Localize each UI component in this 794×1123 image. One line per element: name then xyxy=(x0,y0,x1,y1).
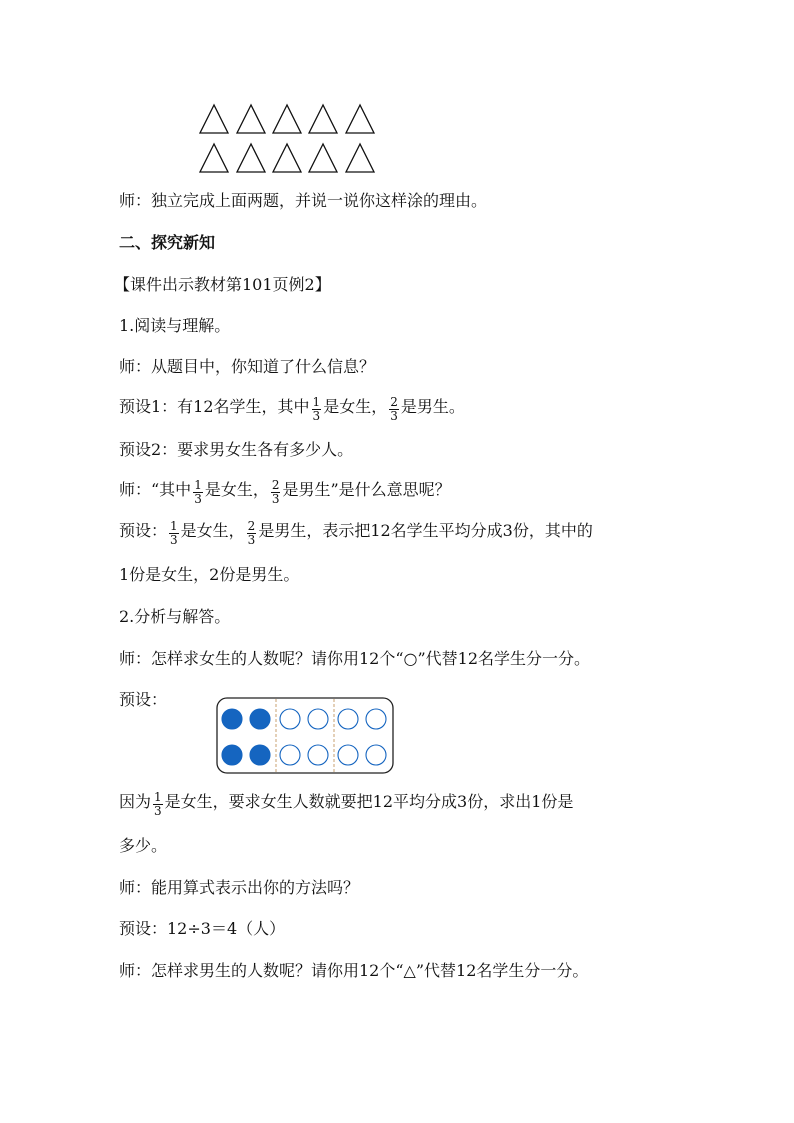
preset-2: 预设2：要求男女生各有多少人。 xyxy=(119,440,354,459)
diagram-frame xyxy=(217,698,393,773)
reason-line-continued: 多少。 xyxy=(119,836,168,855)
triangle-icon xyxy=(273,105,301,133)
empty-circle xyxy=(308,709,328,729)
fraction-one-third: $\frac{1}{3}$ xyxy=(312,395,321,423)
teacher-question-5: 师：怎样求男生的人数呢？请你用12个“△”代替12名学生分一分。 xyxy=(119,961,589,980)
step-1-heading: 1.阅读与理解。 xyxy=(119,316,231,335)
step-2-heading: 2.分析与解答。 xyxy=(119,607,231,626)
triangle-icon xyxy=(237,105,265,133)
empty-circle xyxy=(280,745,300,765)
triangle-icon xyxy=(237,144,265,172)
triangle-icon xyxy=(309,144,337,172)
preset-3-continued: 1份是女生，2份是男生。 xyxy=(119,565,300,584)
fraction-two-thirds: $\frac{2}{3}$ xyxy=(271,478,280,506)
filled-circle xyxy=(250,709,270,729)
triangle-icon xyxy=(346,105,374,133)
triangle-icon xyxy=(273,144,301,172)
triangle-icon xyxy=(200,144,228,172)
preset-1: 预设1：有12名学生，其中 $\frac{1}{3}$ 是女生， $\frac{2}{3}$ 是男生。 xyxy=(119,395,465,423)
fraction-one-third: $\frac{1}{3}$ xyxy=(170,519,178,547)
empty-circle xyxy=(366,709,386,729)
triangle-icon xyxy=(309,105,337,133)
filled-circle xyxy=(222,709,242,729)
preset-3: 预设： $\frac{1}{3}$ 是女生， $\frac{2}{3}$ 是男生，表示把12名学生平均分成3份，其中的 xyxy=(119,519,593,547)
empty-circle xyxy=(308,745,328,765)
teacher-question-3: 师：怎样求女生的人数呢？请你用12个“○”代替12名学生分一分。 xyxy=(119,649,591,668)
fraction-one-third: $\frac{1}{3}$ xyxy=(154,790,162,818)
triangle-row-1 xyxy=(199,103,379,135)
fraction-two-thirds: $\frac{2}{3}$ xyxy=(247,519,256,547)
empty-circle xyxy=(338,745,358,765)
teacher-question-1: 师：从题目中，你知道了什么信息？ xyxy=(119,357,376,376)
reason-line: 因为 $\frac{1}{3}$ 是女生，要求女生人数就要把12平均分成3份，求出1份是 xyxy=(119,790,574,818)
teacher-line-1: 师：独立完成上面两题，并说一说你这样涂的理由。 xyxy=(119,191,488,210)
preset-5: 预设：12÷3＝4（人） xyxy=(119,919,286,938)
filled-circle xyxy=(250,745,270,765)
section-heading: 二、探究新知 xyxy=(119,233,216,252)
empty-circle xyxy=(280,709,300,729)
preset-4-label: 预设： xyxy=(119,690,168,709)
circle-grouping-diagram xyxy=(216,697,394,774)
courseware-note: 【课件出示教材第101页例2】 xyxy=(114,275,331,294)
teacher-question-4: 师：能用算式表示出你的方法吗？ xyxy=(119,878,360,897)
filled-circle xyxy=(222,745,242,765)
triangle-icon xyxy=(346,144,374,172)
triangle-icon xyxy=(200,105,228,133)
teacher-question-2: 师：“其中 $\frac{1}{3}$ 是女生， $\frac{2}{3}$ 是男生”是什么意思呢？ xyxy=(119,478,451,506)
fraction-two-thirds: $\frac{2}{3}$ xyxy=(390,395,398,423)
empty-circle xyxy=(338,709,358,729)
triangle-row-2 xyxy=(199,142,379,174)
empty-circle xyxy=(366,745,386,765)
fraction-one-third: $\frac{1}{3}$ xyxy=(194,478,202,506)
